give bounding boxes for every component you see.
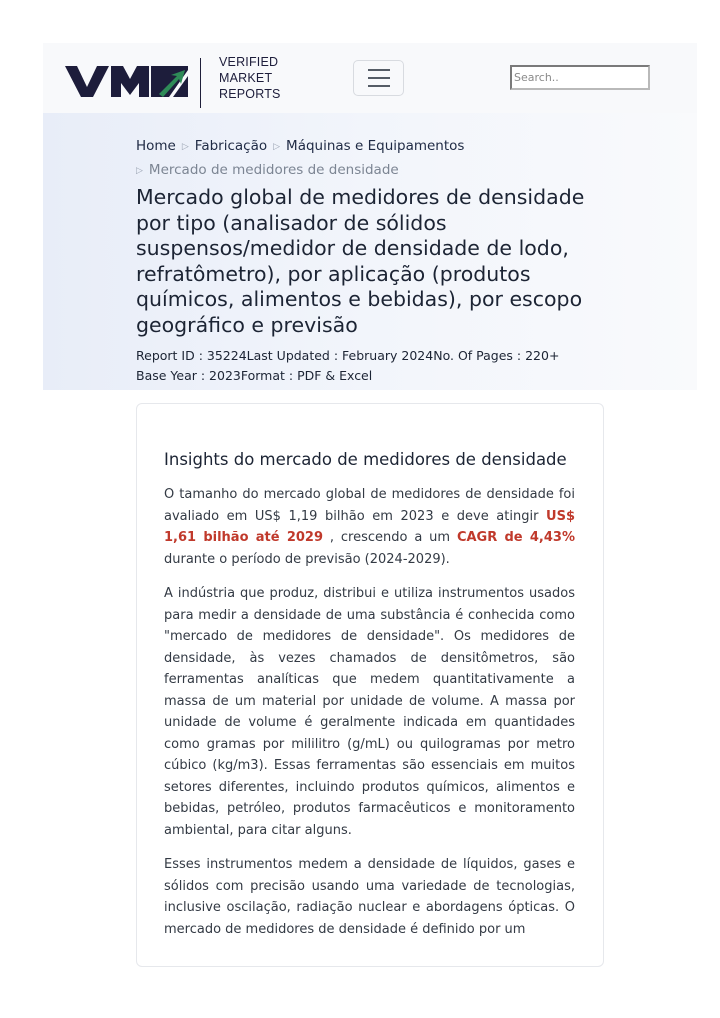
logo-line-verified: VERIFIED (219, 55, 279, 69)
breadcrumb-fabricacao[interactable]: Fabricação (194, 138, 268, 154)
vmr-logo-mark (65, 61, 190, 101)
insights-body (164, 484, 575, 953)
p1-text-e: durante o período de previsão (2024-2029). (164, 551, 450, 567)
vmr-logo[interactable] (65, 51, 281, 107)
base-year: Base Year : 2023 (136, 368, 241, 383)
logo-line-reports: REPORTS (219, 87, 281, 101)
report-meta (136, 346, 616, 386)
insights-paragraph-2: A indústria que produz, distribui e utiliza instrumentos usados para medir a densidade de uma substância é conhecida como "mercado de medidores de densidade". Os medidores de densidade, às vezes chamados de densitômetros, são ferramentas analíticas que medem quantitativamente a massa de um material por unidade de volume. A massa por unidade de volume é geralmente indicada em quantidades como gramas por mililitro (g/mL) ou quilogramas por metro cúbico (kg/m3). Essas ferramentas são essenciais em muitos setores diferentes, incluindo produtos químicos, alimentos e bebidas, petróleo, produtos farmacêuticos e monitoramento ambiental, para citar alguns. (164, 586, 575, 838)
cagr-value: CAGR de 4,43% (456, 530, 575, 545)
breadcrumb-separator-icon: ▷ (136, 166, 143, 176)
hamburger-icon-bar (368, 69, 390, 71)
report-format: Format : PDF & Excel (240, 368, 373, 383)
last-updated: Last Updated : February 2024 (246, 348, 434, 363)
market-size-2029: US$ 1,61 bilhão até 2029 (164, 508, 575, 545)
hamburger-icon-bar (368, 77, 390, 79)
search-input[interactable] (510, 65, 650, 90)
report-hero (43, 113, 697, 390)
breadcrumb (136, 135, 556, 183)
logo-divider (200, 58, 201, 108)
p1-text-a: O tamanho do mercado global de medidores de densidade foi avaliado em US$ 1,19 bilhão em 2023 e deve atingir (164, 487, 575, 524)
breadcrumb-maquinas[interactable]: Máquinas e Equipamentos (286, 138, 465, 154)
breadcrumb-separator-icon: ▷ (181, 142, 189, 152)
logo-line-market: MARKET (219, 71, 273, 85)
p1-text-c: , crescendo a um (323, 530, 457, 545)
logo-wordmark (219, 54, 281, 102)
page-count: No. Of Pages : 220+ (433, 348, 560, 363)
insights-paragraph-3: Esses instrumentos medem a densidade de líquidos, gases e sólidos com precisão usando uma variedade de tecnologias, inclusive oscilação, radiação nuclear e abordagens ópticas. O mercado de medidores de densidade é definido por um (164, 857, 575, 937)
breadcrumb-separator-icon: ▷ (273, 142, 281, 152)
hamburger-icon-bar (368, 85, 390, 87)
site-header (43, 43, 697, 113)
breadcrumb-current: Mercado de medidores de densidade (148, 162, 399, 178)
breadcrumb-home[interactable]: Home (136, 138, 176, 154)
menu-toggle-button[interactable] (353, 60, 404, 96)
insights-card (136, 403, 604, 967)
insights-paragraph-1 (164, 484, 575, 570)
page-title: Mercado global de medidores de densidade por tipo (analisador de sólidos suspensos/medidor de densidade de lodo, refratômetro), por aplicação (produtos químicos, alimentos e bebidas), por escopo geográfico e previsão (136, 185, 585, 337)
insights-heading: Insights do mercado de medidores de densidade (164, 450, 567, 469)
report-id: Report ID : 35224 (136, 348, 247, 363)
